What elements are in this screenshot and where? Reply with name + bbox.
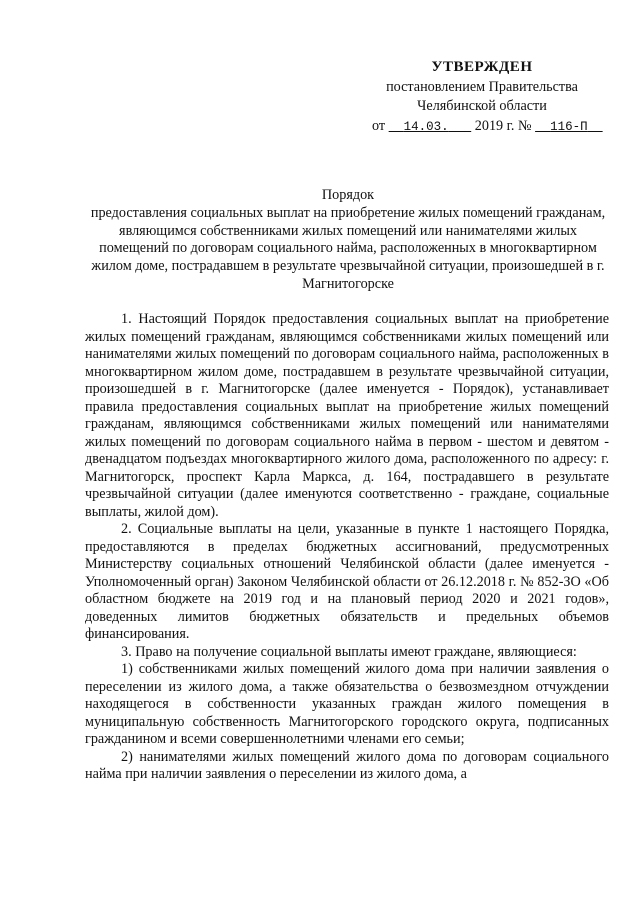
- document-title: Порядок: [321, 187, 375, 203]
- approval-title: УТВЕРЖДЕН: [431, 59, 533, 75]
- paragraph-3-item-2: 2) нанимателями жилых помещений жилого дома по договорам социального найма при наличии заявления о переселении из жилого дома, а: [85, 748, 609, 782]
- paragraph-3-item-1: 1) собственниками жилых помещений жилого дома при наличии заявления о переселении из жилого дома, а также обязательства о безвозмездном отчуждении находящегося в собственности указанных граждан жилого помещения в муниципальную собственность Магнитогорского городского округа, подписанных гражданином и всеми совершеннолетними членами его семьи;: [85, 661, 609, 747]
- approval-date-line: [372, 117, 592, 138]
- paragraph-2: 2. Социальные выплаты на цели, указанные в пункте 1 настоящего Порядка, предоставляются в пределах бюджетных ассигнований, предусмотренных Министерству социальных отношений Челябинской области (далее именуется - Уполномоченный орган) Законом Челябинской области от 26.12.2018 г. № 852-ЗО «Об областном бюджете на 2019 год и на плановый период 2020 и 2021 годов», доведенных лимитов бюджетных обязательств и предельных объемов финансирования.: [85, 521, 609, 642]
- document-heading: [86, 187, 610, 294]
- paragraph-3: 3. Право на получение социальной выплаты имеют граждане, являющиеся:: [121, 643, 577, 660]
- year-label: 2019 г. №: [474, 117, 532, 134]
- approval-stamp: [372, 58, 592, 137]
- from-label: от: [372, 117, 386, 134]
- document-subtitle: предоставления социальных выплат на приобретение жилых помещений гражданам, являющимся собственниками жилых помещений или нанимателями жилых помещений по договорам социального найма, расположенных в многоквартирном жилом доме, пострадавшем в результате чрезвычайной ситуации, произошедшей в г. Магнитогорске: [90, 204, 606, 292]
- approval-line-2: Челябинской области: [417, 98, 547, 114]
- document-body: [85, 311, 609, 784]
- approval-date: 14.03.: [403, 119, 449, 134]
- approval-line-1: постановлением Правительства: [386, 78, 578, 95]
- approval-number: 116-П: [550, 119, 588, 134]
- paragraph-1: 1. Настоящий Порядок предоставления социальных выплат на приобретение жилых помещений гражданам, являющимся собственниками жилых помещений или нанимателями жилых помещений по договорам социального найма, расположенных в многоквартирном жилом доме, пострадавшем в результате чрезвычайной ситуации, произошедшей в г. Магнитогорске (далее именуется - Порядок), устанавливает правила предоставления социальных выплат на приобретение жилых помещений гражданам, являющимся собственниками жилых помещений или нанимателями жилых помещений по договорам социального найма в первом - шестом и девятом - двенадцатом подъездах многоквартирного жилого дома, расположенного по адресу: г. Магнитогорск, проспект Карла Маркса, д. 164, пострадавшего в результате чрезвычайной ситуации (далее именуются соответственно - граждане, социальные выплаты, жилой дом).: [85, 311, 609, 520]
